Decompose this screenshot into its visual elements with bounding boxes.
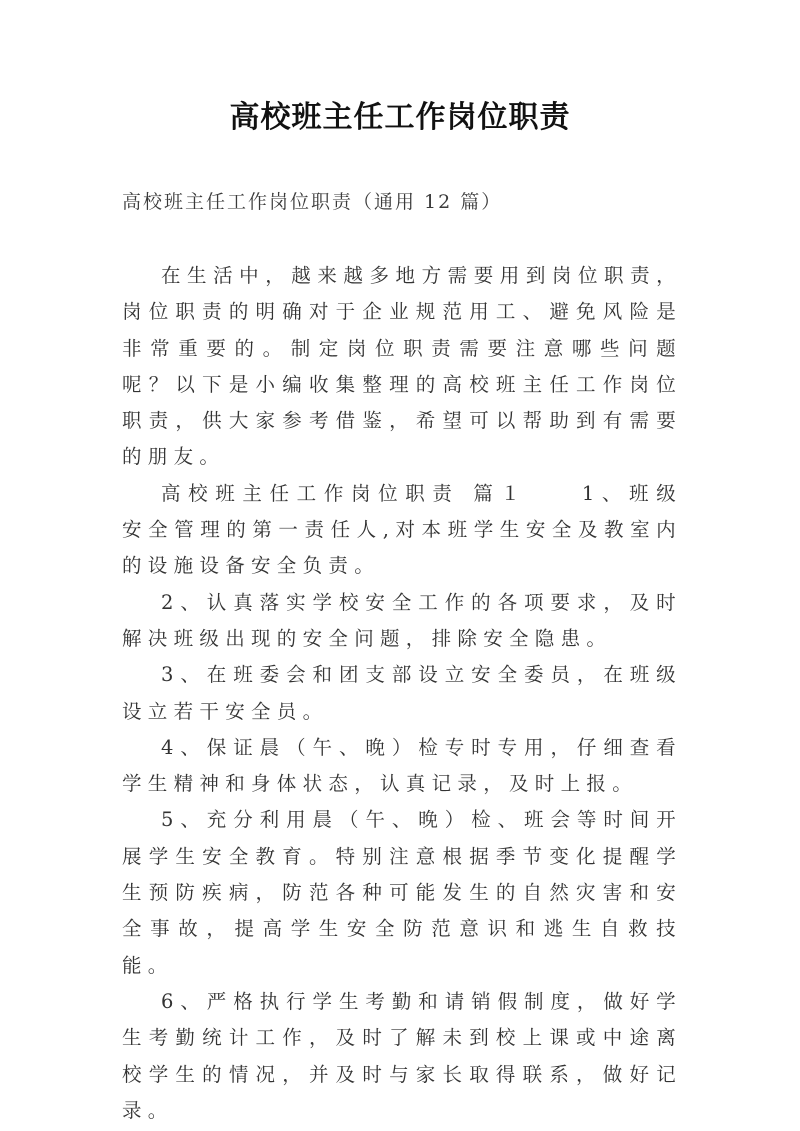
document-subtitle: 高校班主任工作岗位职责（通用 12 篇） [122,191,503,213]
duty-item-5: 5、充分利用晨（午、晚）检、班会等时间开展学生安全教育。特别注意根据季节变化提醒学生预防疾病，防范各种可能发生的自然灾害和安全事故，提高学生安全防范意识和逃生自救技能。 [122,808,682,977]
document-title: 高校班主任工作岗位职责 [229,100,571,135]
document-body [122,258,682,1129]
duty-item-2: 2、认真落实学校安全工作的各项要求，及时解决班级出现的安全问题，排除安全隐患。 [122,590,682,650]
intro-paragraph: 在生活中，越来越多地方需要用到岗位职责，岗位职责的明确对于企业规范用工、避免风险是非常重要的。制定岗位职责需要注意哪些问题呢？以下是小编收集整理的高校班主任工作岗位职责，供大家参考借鉴，希望可以帮助到有需要的朋友。 [122,264,682,469]
duty-item-1: 高校班主任工作岗位职责 篇１ 1、班级安全管理的第一责任人,对本班学生安全及教室内的设施设备安全负责。 [122,481,682,578]
duty-item-3: 3、在班委会和团支部设立安全委员，在班级设立若干安全员。 [122,663,682,723]
duty-item-4: 4、保证晨（午、晚）检专时专用，仔细查看学生精神和身体状态，认真记录，及时上报。 [122,735,682,796]
duty-item-6: 6、严格执行学生考勤和请销假制度，做好学生考勤统计工作，及时了解未到校上课或中途离校学生的情况，并及时与家长取得联系，做好记录。 [122,989,682,1122]
